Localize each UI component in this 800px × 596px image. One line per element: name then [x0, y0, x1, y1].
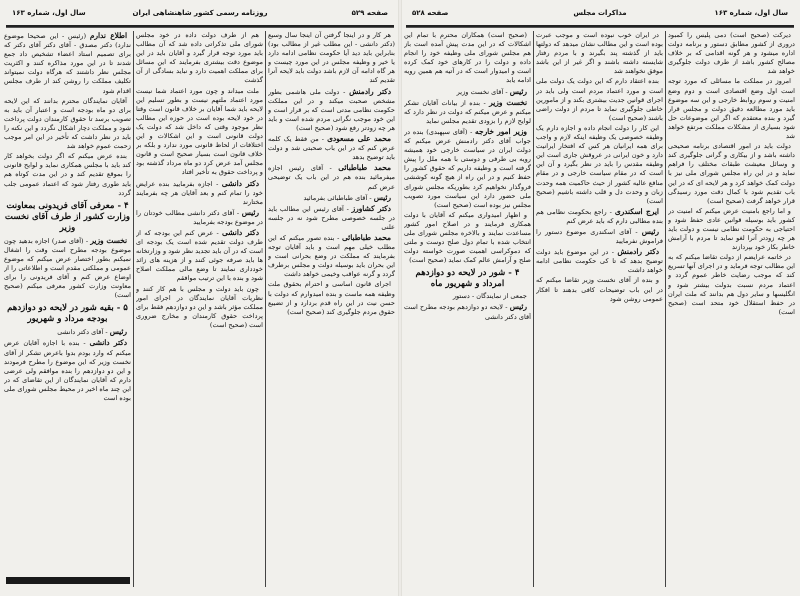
speaker-name: دکتر کشاورز	[351, 203, 391, 213]
paragraph-text: - آقای اسکندری موضوع دستور را فراموش نفرمایید	[536, 227, 663, 246]
paragraph	[268, 233, 395, 279]
column-divider	[265, 31, 266, 587]
speaker-name: اطلاع ندارم	[89, 31, 127, 40]
paragraph-text: - لایحه دو دوازدهم بودجه مطرح است آقای دکتر دانشی	[404, 303, 531, 321]
paragraph	[668, 142, 795, 206]
paragraph	[136, 208, 263, 227]
page-number: صفحه ۵۲۹	[351, 9, 388, 17]
speaker-name: دکتر دانشی	[222, 227, 259, 237]
paragraph-text: (صحیح است) همکاران محترم با تمام این اشکالات که در این مدت پیش آمده است باز هم مجلس شورای ملی وظیفه خود را انجام داده و دولت را در کارهای خود کمک کرده است و امیدوار است که در آتیه هم همین رویه ادامه یابد	[404, 31, 531, 85]
paragraph	[268, 204, 395, 232]
paragraph	[4, 327, 131, 337]
paragraph-text: در ایران خوب نبوده است و موجب عبرت بوده است و این مطالب نشان میدهد که دولتها باید از گذشته پند بگیرند و با مردم رفتار شایسته داشته باشند و اگر غیر از این باشد موفق نخواهند شد	[536, 31, 663, 76]
speaker-name: رئیس	[241, 207, 259, 217]
paragraph	[536, 77, 663, 122]
text-column	[668, 31, 795, 587]
text-column	[268, 31, 395, 587]
paragraph	[536, 276, 663, 303]
paragraph	[536, 31, 663, 76]
paragraph	[404, 211, 531, 266]
paragraph	[536, 124, 663, 206]
paragraph	[4, 236, 131, 301]
paragraph	[268, 163, 395, 191]
paragraph-text: بنده عرض میکنم که اگر دولت بخواهد کار کند باید با مجلس همکاری نماید و لوایح قانونی را بموقع تقدیم کند و در این مدت کوتاه هم باید طوری رفتار شود که اعتماد عمومی جلب گردد	[4, 152, 131, 197]
section-heading: ۴ - معرفی آقای فریدونی بمعاونت وزارت کشور از طرف آقای نخست وزیر	[4, 200, 131, 233]
paragraph	[4, 97, 131, 152]
speaker-name: رئیس	[509, 86, 527, 96]
paragraph	[668, 207, 795, 252]
column-divider	[533, 31, 534, 587]
section-heading: ۵ - بقیه شور در لایحه دو دوازدهم بودجه مرداد و شهریور	[7, 303, 128, 325]
paragraph-text: - (آقای سپهبدی) بنده در جواب آقای دکتر رادمنش عرض میکنم که دولت ایران در سیاست خارجی خود همیشه رویه بی طرفی و دوستی با همه ملل را پیش گرفته است و وظیفه داریم که حقوق کشور را حفظ کنیم و در این راه از هیچ گونه کوششی فروگذار نخواهیم کرد بطوریکه مجلس شورای ملی حضور دارد این سیاست مورد تصویب مجلس نیز بوده است (صحیح است)	[404, 127, 531, 209]
page-header	[8, 9, 392, 23]
paragraph-text: - در این موضوع باید دولت توضیح بدهد که تا کی حکومت نظامی ادامه خواهد داشت	[536, 248, 663, 275]
issue-number: سال اول، شماره ۱۶۳	[12, 9, 86, 17]
paragraph	[268, 87, 395, 133]
paragraph	[4, 152, 131, 197]
section-title: مذاکرات مجلس	[573, 9, 627, 17]
paragraph-text: - آقای رئیس این مطالب باید در جلسه خصوصی مطرح شود نه در جلسه علنی	[268, 204, 395, 231]
speaker-name: دکتر دانشی	[221, 178, 259, 188]
paragraph	[4, 338, 131, 403]
paragraph	[136, 87, 263, 178]
speaker-name: محمد طباطبائی	[342, 232, 391, 242]
speaker-name: دکتر رادمنش	[349, 86, 391, 96]
paragraph	[136, 285, 263, 330]
paragraph	[268, 193, 395, 203]
paragraph-text: - آقای طباطبائی بفرمائید	[303, 193, 372, 202]
speaker-name: محمد طباطبائی	[338, 163, 391, 173]
paragraph	[404, 292, 531, 301]
speaker-name: محمد علی مسعودی	[327, 134, 391, 144]
speaker-name: دکتر رادمنش	[617, 247, 659, 257]
paragraph-text: - آقای دکتر دانشی	[57, 328, 108, 337]
paragraph-text: - راجع بحکومت نظامی هم بنده مطالبی دارم که باید عرض کنم	[536, 207, 663, 225]
paragraph	[268, 31, 395, 86]
text-column	[404, 31, 531, 587]
paragraph	[136, 228, 263, 284]
paragraph	[268, 134, 395, 162]
text-column	[536, 31, 663, 587]
paragraph	[404, 87, 531, 97]
paragraph	[4, 31, 131, 96]
paragraph-text: چون باید دولت و مجلس با هم کار کنند و نظریات آقایان نمایندگان در اجرای امور مملکت مؤثر باشد و این دو دوازدهم فقط برای پرداخت حقوق کارمندان و مخارج ضروری است (صحیح است)	[136, 284, 263, 329]
paragraph-text: دیرکت (صحیح است) دمی پلیس را کمبود دروری از کشور مطابق دستور و برنامه دولت اداره میشود و هر گونه اقدامی که بر خلاف مصالح کشور باشد از طرف دولت جلوگیری خواهد شد	[668, 31, 795, 76]
header-rule	[6, 25, 394, 28]
paragraph-text: - عرض کنم این بودجه که از طرف دولت تقدیم شده است یک بودجه ای است که در آن باید تجدید نظر شود و وزارتخانه ها باید صرفه جوئی کنند و از هزینه های زائد خودداری نمایند تا وضع مالی مملکت اصلاح شود و بنده با این ترتیب موافقم	[136, 228, 263, 283]
paragraph-text: - (آقای صدر) اجازه بدهید چون موضوع بودجه مطرح است وقت را اشغال نمیکنم بطور اختصار عرض میکنم که موضوع عمومی و مملکتی مقدم است و اطلاعاتی را از اوضاع عرض کنم و آقای فریدونی را برای معاونت وزارت کشور معرفی میکنم (صحیح است)	[4, 236, 131, 300]
paragraph	[268, 280, 395, 316]
paragraph-text: - من فقط یک کلمه عرض کنم که در این باب صحبتی شد و دولت باید توضیح بدهد	[268, 135, 395, 162]
paragraph-text: - بنده تصور میکنم که این مطلب خیلی مهم است و باید آقایان توجه بفرمایند که مملکت در وضع بحرانی است و این بحران باید بوسیله دولت و مجلس برطرف گردد و گرنه عواقب وخیمی خواهد داشت	[268, 233, 395, 279]
paragraph-text: - بنده با اجازه آقایان عرض میکنم که وارد بودم بدوا باعرض تشکر از آقای نخست وزیر که این موضوع را مطرح فرمودند و این دو دوازدهم را بنده موافقم ولی عرضی دارم که آقایان نمایندگان از این تقاضای که در این چند ماه اخیر در محیط مجلس شورای ملی بوده است	[4, 339, 131, 402]
paragraph	[668, 77, 795, 141]
paragraph-text: - اجازه بفرمایید بنده عرایض خود را تمام کنم و بعد آقایان هر چه بفرمایند مختارند	[136, 179, 263, 206]
paragraph	[136, 179, 263, 207]
paragraph	[668, 31, 795, 76]
header-rule	[406, 25, 794, 28]
paragraph-text: هر کار و در اینجا گرفتن آن اینجا سال وسیع (دکتر دانشی - این مطلب غیر از مطالب بود) بنابراین باید دید آیا حکومت نظامی ادامه دارد یا خیر و وظیفه مجلس در این مورد چیست و هر گاه ادامه آن لازم باشد دولت باید لایحه آنرا تقدیم کند	[268, 31, 395, 85]
column-divider	[133, 31, 134, 587]
paragraph-text: ملت میداند و چون مورد اعتماد شما نیست مورد اعتماد ملتهم نیست و بطور تسلیم این لایحه باید شما آقایان بر خلاف قانون است وقتا در خود لایحه بوده است در حوزه این مطالب نظر موجود وقتی که داخل شد که دولت یک دولت قانونی است و این اشکالات و این اختلافات از لحاظ قانونی مورد ندارد و بلکه بر خلاف قانون است بسیار صحیح است و قانون مجلس آمد عرض کرد دو ماه مرداد گذشته بود و پرداخت حقوق به تأخیر افتاد	[136, 86, 263, 177]
paragraph-text: - بنده از بیانات آقایان تشکر میکنم و عرض میکنم که دولت در نظر دارد که لوایح لازم را بزودی تقدیم مجلس نماید	[404, 98, 531, 125]
paragraph-text: (رئیس - این صحیحا موضوع ندارد) دکتر مصدق - آقای دکتر آقای دکتر که برای تصمیم استاد اعضاء تشخیص داد جمع شدند تا در این مورد مذاکره کنند و اکثریت مجلس نظر داشتند که هرگاه دولت نمیتواند تکلیف مملکت را روشن کند از طرف مجلس اقدام شود	[4, 32, 131, 95]
section-heading: ۴ - شور در لایحه دو دوازدهم امرداد و شهریور ماه	[415, 268, 520, 290]
paragraph-text: - دولت ملی هاشمی بطور مشخص صحبت میکند و در این مملکت حکومت نظامی مدتی است که بر قرار است و این خود موجب نگرانی مردم شده است و باید هر چه زودتر رفع شود (صحیح است)	[268, 87, 395, 132]
paragraph-text: دولت باید در امور اقتصادی برنامه صحیحی داشته باشد و از بیکاری و گرانی جلوگیری کند و وسائل معیشت طبقات مختلف را فراهم نماید و در این راه مجلس شورای ملی نیز با دولت کمک خواهد کرد و هر لایحه ای که در این باب تقدیم شود با کمال دقت مورد رسیدگی قرار خواهد گرفت (صحیح است)	[668, 142, 795, 205]
speaker-name: رئیس	[109, 327, 127, 337]
paragraph	[404, 302, 531, 321]
paragraph	[404, 127, 531, 210]
paragraph-text: اجرای قانون اساسی و احترام بحقوق ملت وظیفه همه ماست و بنده امیدوارم که دولت با حسن نیت در این راه قدم بردارد و از تضییع حقوق مردم جلوگیری کند (صحیح است)	[268, 280, 395, 316]
issue-number: سال اول، شماره ۱۶۳	[714, 9, 788, 17]
paragraph-text: امروز در مملکت ما مسائلی که مورد توجه است اول وضع اقتصادی است و دوم وضع امنیت و سوم روابط خارجی و این سه موضوع باید مورد مطالعه دقیق دولت و مجلس قرار گیرد و بنده معتقدم که اگر این موضوعات حل شود بسیاری از مشکلات مملکت مرتفع خواهد شد	[668, 77, 795, 141]
paragraph-text: در خاتمه عرایضم از دولت تقاضا میکنم که به این مطالب توجه فرماید و در اجرای آنها تسریع کند که موجب رضایت خاطر عموم گردد و اعتماد مردم نسبت بدولت بیشتر شود و انگلیسها و سایر دول هم بدانند که ملت ایران در حفظ استقلال خود متحد است (صحیح است)	[668, 253, 795, 316]
speaker-name: ایرج اسکندری	[614, 206, 659, 216]
paragraph-text: آقایان نمایندگان محترم بدانند که این لایحه برای دو ماه بودجه است و اعتبار آن باید به تصویب برسد تا حقوق کارمندان دولت پرداخت شود و مملکت دچار اشکال نگردد و این نکته را باید در نظر داشت که تأخیر در این امر موجب زحمت عموم خواهد شد	[4, 96, 131, 151]
paragraph	[136, 31, 263, 86]
right-newspaper-page	[400, 0, 800, 596]
column-divider	[665, 31, 666, 587]
paragraph	[536, 207, 663, 226]
paragraph	[404, 98, 531, 126]
scan-artifact-bar	[6, 577, 130, 584]
paragraph-text: بنده اعتقاد دارم که این دولت یک دولت ملی است و مورد اعتماد مردم است ولی باید در اجرای قوانین جدیت بیشتری بکند و از مامورین خاطی جلوگیری نماید تا مردم از دولت راضی باشند (صحیح است)	[536, 77, 663, 122]
paragraph	[536, 247, 663, 275]
paragraph-text: جمعی از نمایندگان - دستور	[452, 292, 527, 301]
paragraph	[404, 31, 531, 86]
paragraph-text: و اما راجع بامنیت عرض میکنم که امنیت در کشور باید بوسیله قوانین عادی حفظ شود و احتیاجی به حکومت نظامی نیست و دولت باید هر چه زودتر آنرا لغو نماید تا مردم با آرامش خاطر بکار خود بپردازند	[668, 206, 795, 252]
page-number: صفحه ۵۲۸	[412, 9, 449, 17]
paragraph-text: و اظهار امیدواری میکنم که آقایان با دولت همکاری فرمایند و در اصلاح امور کشور مساعدت نمایند و بالاخره مجلس شورای ملی انتخاب شده با تمام دول صلح دوست و ملتی که دموکراسی اهمیت صورت خواسته دولت صلح و آرامش عالم کمک نماید (صحیح است)	[404, 210, 531, 265]
paragraph-text: - آقای رئیس اجازه میفرمائید بنده هم در این باب یک توضیحی عرض کنم	[268, 164, 395, 191]
speaker-name: رئیس	[509, 302, 527, 312]
speaker-name: رئیس	[641, 226, 659, 236]
speaker-name: وزیر امور خارجه	[475, 126, 527, 136]
paragraph-text: هم از طرف دولت داده در خود مجلس شورای ملی تذکراتی داده شد که آن مطالب باید مورد توجه قرار گیرد و آقایان باید در این موضوع دقت بیشتری بفرمایند که این مسائل برای مملکت اهمیت دارد و نباید بسادگی از آن گذشت	[136, 31, 263, 85]
paragraph-text: - آقای دکتر دانشی مطالب خودتان را در موضوع بودجه بفرمایید	[136, 208, 263, 226]
page-header	[408, 9, 792, 23]
text-column	[136, 31, 263, 587]
paragraph-text: این کار را دولت انجام داده و اجازه دارم یک وظیفه خصوصی یک وظیفه اینکه لازم و واجب برای همه ایرانیان هر کس که افتخار ایرانیت دارد و خون ایرانی در عروقش جاری است این وظیفه مقدس را باید در نظر بگیرد و آن این است که در مقام سیاست خارجی و در مقام منافع عالیه کشور از حیث حاکمیت همه وحدت زبان و وحدت دل و قلب داشته باشیم (صحیح است)	[536, 123, 663, 205]
text-column	[4, 31, 131, 587]
paragraph	[536, 227, 663, 246]
paragraph	[668, 253, 795, 317]
paragraph-text: - آقای نخست وزیر	[456, 87, 508, 96]
speaker-name: نخست وزیر	[90, 235, 127, 245]
speaker-name: دکتر دانشی	[89, 338, 127, 348]
speaker-name: نخست وزیر	[489, 97, 527, 107]
newspaper-title: روزنامه رسمی کشور شاهنشاهی ایران	[132, 9, 268, 17]
paragraph-text: و بنده از آقای نخست وزیر تقاضا میکنم که در این باب توضیحات کافی بدهند تا افکار عمومی روشن شود	[536, 276, 663, 303]
speaker-name: رئیس	[373, 192, 391, 202]
